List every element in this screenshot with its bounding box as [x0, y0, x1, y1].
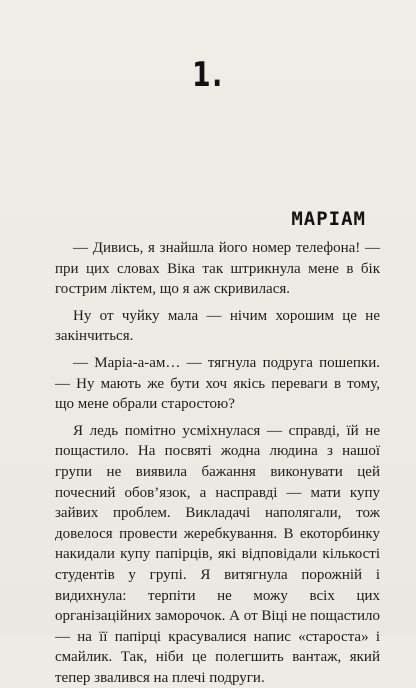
paragraph: Ну от чуйку мала — нічим хорошим це не закінчиться.: [55, 307, 380, 345]
paragraph: — Маріа-а-ам… — тягнула подруга пошепки. — Ну мають же бути хоч якісь переваги в тому, що мене обрали старостою?: [55, 354, 380, 413]
paragraph: — Дивись, я знайшла його номер телефона! — при цих словах Віка так штрикнула мене в бік гострим ліктем, що я аж скривилася.: [55, 240, 380, 298]
paragraph: Я ледь помітно усміхнулася — справді, їй не пощастило. На посвяті жодна людина з нашої групи не виявила бажання виконувати цей почесний обов’язок, а насправді — мати купу зайвих проблем. Викладачі наполягали, тож довелося провести жеребкування. В екоторбинку накидали купу папірців, які відповідали кількості студентів у групі. Я витягнула порожній і видихнула: терпіти не можу всіх цих організаційних заморочок. А от Віці не пощастило — на її папірці красувалися напис «староста» і смайлик. Так, ніби це полегшить вантаж, який тепер звалився на плечі подруги.: [55, 422, 380, 686]
body-text: [55, 238, 380, 688]
chapter-number: 1.: [192, 55, 224, 95]
section-title: МАРІАМ: [291, 208, 366, 230]
